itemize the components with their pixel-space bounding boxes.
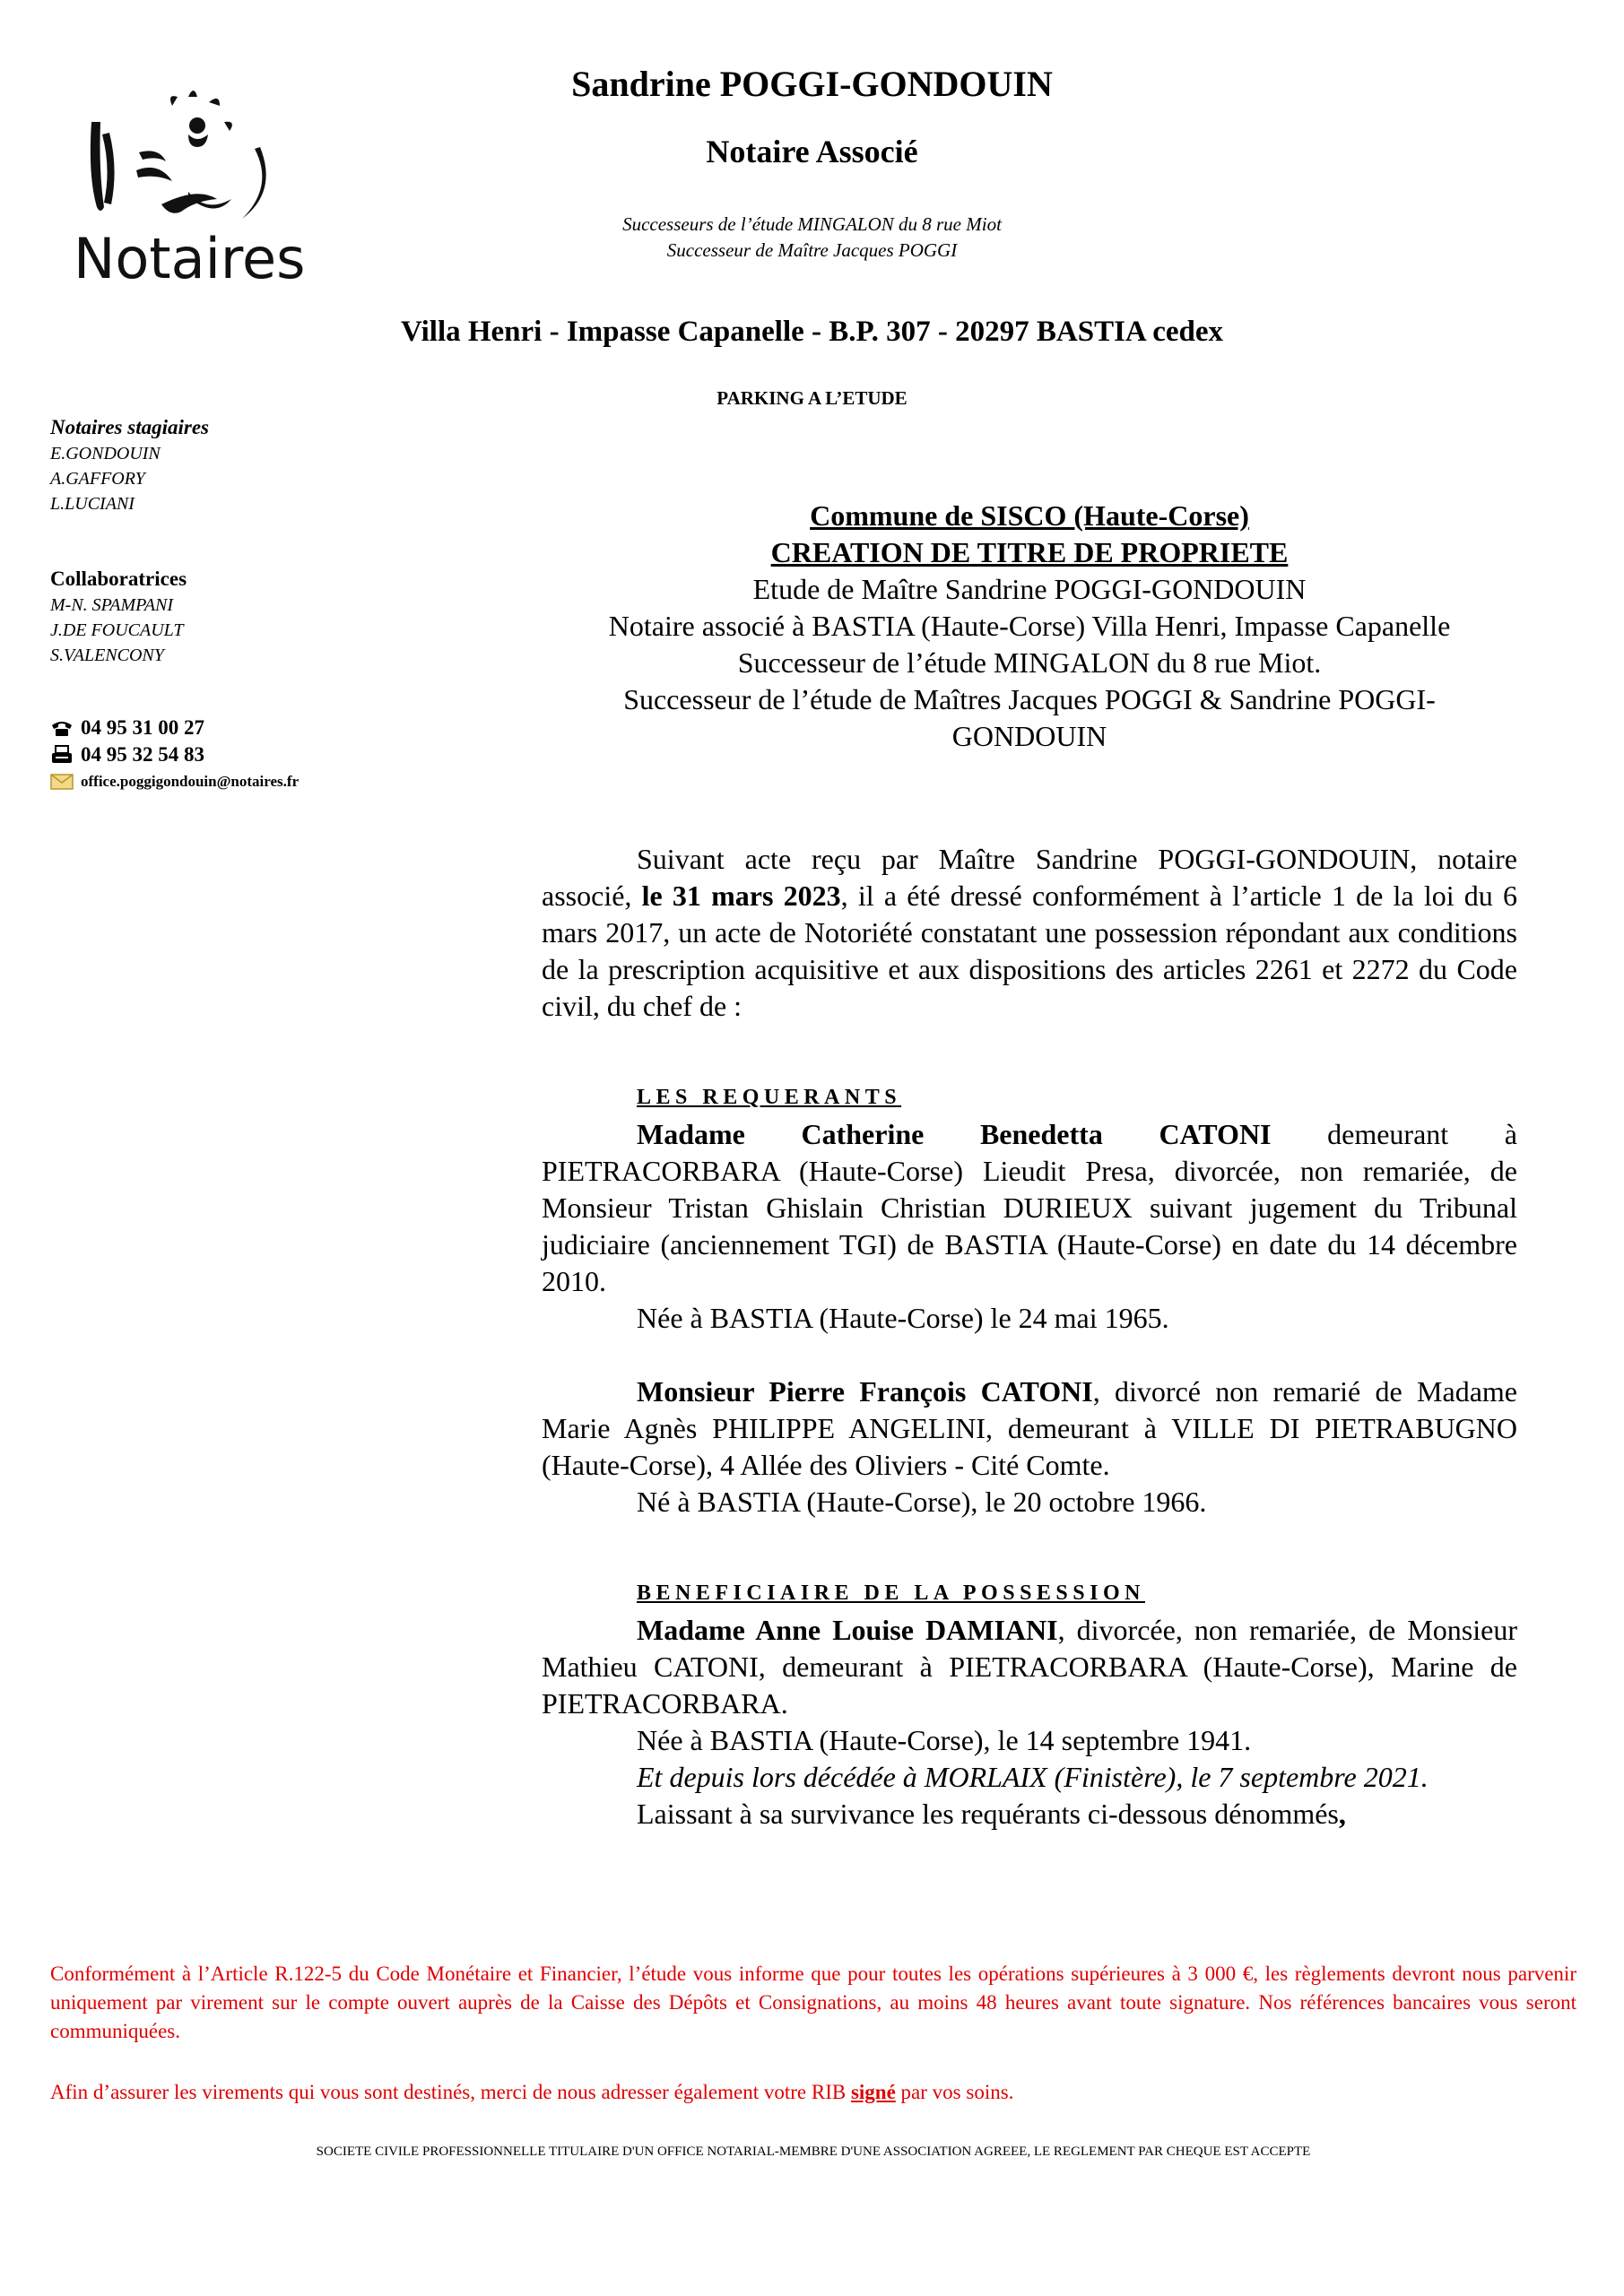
envelope-icon [50,772,74,792]
stagiaire-item: A.GAFFORY [50,469,145,489]
office-address: Villa Henri - Impasse Capanelle - B.P. 307 - 20297 BASTIA cedex [401,316,1223,348]
fax-number: 04 95 32 54 83 [81,743,204,766]
notary-title: Notaire Associé [706,134,918,169]
fax-line [50,741,427,768]
email-address[interactable]: office.poggigondouin@notaires.fr [81,773,300,790]
legal-footer: SOCIETE CIVILE PROFESSIONNELLE TITULAIRE D'UN OFFICE NOTARIAL-MEMBRE D'UNE ASSOCIATION AGREEE, LE REGLEMENT PAR CHEQUE EST ACCEPTE [316,2144,1311,2159]
collab-item: S.VALENCONY [50,645,164,665]
successors-block [359,212,1265,264]
stagiaires-title: Notaires stagiaires [50,416,209,438]
beneficiaire-heirs: Laissant à sa survivance les requérants ci-dessous dénommés, [637,1798,1346,1830]
collab-item: M-N. SPAMPANI [50,595,174,615]
creation-heading: CREATION DE TITRE DE PROPRIETE [770,536,1289,568]
section-beneficiaire: BENEFICIAIRE DE LA POSSESSION [637,1581,1145,1605]
notice-body [542,498,1517,1832]
beneficiaire-death: Et depuis lors décédée à MORLAIX (Finistère), le 7 septembre 2021. [637,1761,1429,1793]
successor-line: Successeur de Maître Jacques POGGI [666,239,958,261]
commune-heading: Commune de SISCO (Haute-Corse) [810,499,1249,532]
collab-item: J.DE FOUCAULT [50,620,184,640]
collab-title: Collaboratrices [50,568,187,590]
rib-notice: Afin d’assurer les virements qui vous sont destinés, merci de nous adresser également votre RIB signé par vos soins. [50,2081,1014,2103]
fax-icon [50,745,74,765]
notary-name: Sandrine POGGI-GONDOUIN [571,64,1053,104]
requerant-1-birth: Née à BASTIA (Haute-Corse) le 24 mai 1965. [637,1302,1169,1334]
notaires-logo [54,70,332,290]
notaires-emblem-icon [54,70,332,290]
email-line [50,768,427,795]
section-requerants: LES REQUERANTS [637,1086,902,1109]
phone-number: 04 95 31 00 27 [81,716,204,739]
stagiaire-item: L.LUCIANI [50,494,135,514]
svg-text:Notaires: Notaires [74,226,306,290]
requerant-2-birth: Né à BASTIA (Haute-Corse), le 20 octobre 1966. [637,1486,1207,1518]
sidebar [50,414,427,795]
payment-notice: Conformément à l’Article R.122-5 du Code Monétaire et Financier, l’étude vous informe que pour toutes les opérations supérieures à 3 000 €, les règlements devront nous parvenir uniquement par virement sur le compte ouvert auprès de la Caisse des Dépôts et Consignations, au moins 48 heures avant toute signature. Nos références bancaires vous seront communiquées. [50,1962,1576,2042]
intro-line: Notaire associé à BASTIA (Haute-Corse) Villa Henri, Impasse Capanelle [608,610,1451,642]
stagiaire-item: E.GONDOUIN [50,444,161,464]
intro-line: Successeur de l’étude MINGALON du 8 rue Miot. [737,646,1322,679]
requerant-1: Madame Catherine Benedetta CATONI demeurant à PIETRACORBARA (Haute-Corse) Lieudit Presa, divorcée, non remariée, de Monsieur Tristan Ghislain Christian DURIEUX suivant jugement du Tribunal judiciaire (anciennement TGI) de BASTIA (Haute-Corse) en date du 14 décembre 2010. [542,1118,1518,1297]
intro-line: Etude de Maître Sandrine POGGI-GONDOUIN [752,573,1307,605]
successor-line: Successeurs de l’étude MINGALON du 8 rue Miot [622,213,1002,235]
parking-note: PARKING A L’ETUDE [716,387,908,409]
phone-icon [50,718,74,738]
beneficiaire-birth: Née à BASTIA (Haute-Corse), le 14 septembre 1941. [637,1724,1252,1756]
intro-line: Successeur de l’étude de Maîtres Jacques POGGI & Sandrine POGGI-GONDOUIN [623,683,1436,752]
phone-line [50,715,427,741]
deed-paragraph: Suivant acte reçu par Maître Sandrine POGGI-GONDOUIN, notaire associé, le 31 mars 2023, il a été dressé conformément à l’article 1 de la loi du 6 mars 2017, un acte de Notoriété constatant une possession répondant aux conditions de la prescription acquisitive et aux dispositions des articles 2261 et 2272 du Code civil, du chef de : [542,843,1518,1022]
requerant-2: Monsieur Pierre François CATONI, divorcé non remarié de Madame Marie Agnès PHILIPPE ANGELINI, demeurant à VILLE DI PIETRABUGNO (Haute-Corse), 4 Allée des Oliviers - Cité Comte. [542,1375,1518,1481]
beneficiaire: Madame Anne Louise DAMIANI, divorcée, non remariée, de Monsieur Mathieu CATONI, demeurant à PIETRACORBARA (Haute-Corse), Marine de PIETRACORBARA. [542,1614,1518,1720]
